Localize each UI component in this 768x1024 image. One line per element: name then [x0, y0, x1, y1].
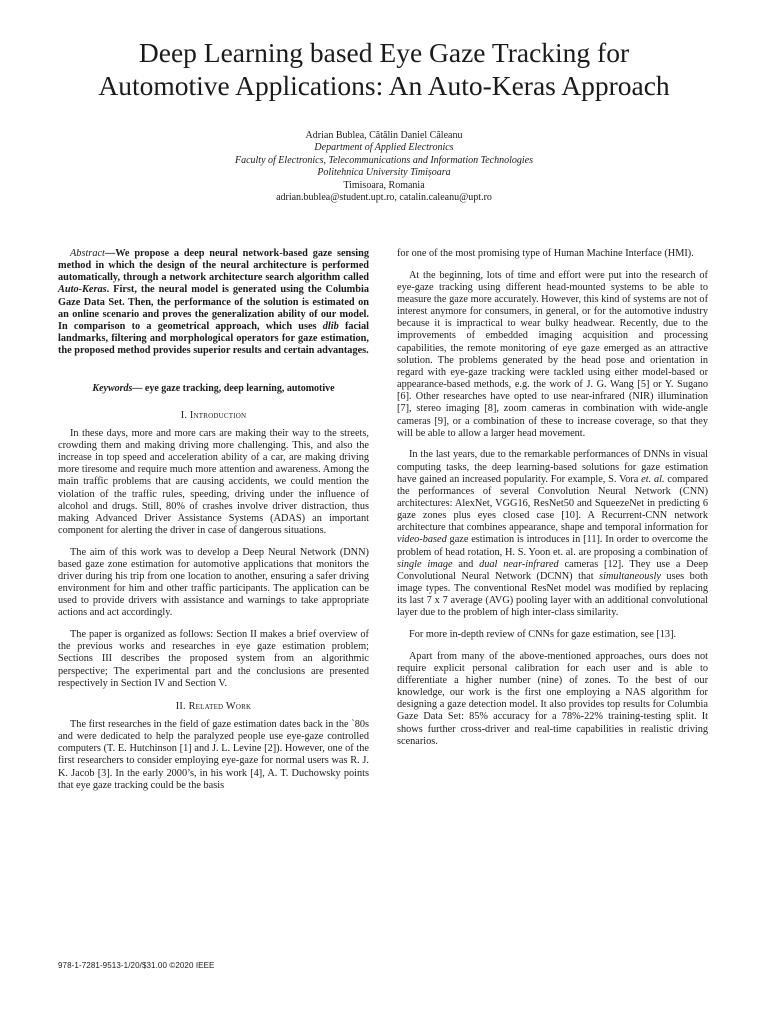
- p2-text-e: cameras [12]. They use a Deep Convolutional Neural Network (DCNN) that: [397, 558, 708, 582]
- p2-video-based: video-based: [397, 534, 447, 546]
- abstract-part-3: facial landmarks, filtering and morphological operators for gaze estimation, the proposed method provides superior results and certain advantages.: [58, 320, 369, 357]
- p2-dual-nir: dual near-infrared: [479, 558, 559, 570]
- p2-text-b: compared the performances of several Convolution Neural Network (CNN) architectures: AlexNet, VGG16, ResNet50 and SqueezeNet in predicting 6 gaze zones plus eyes closed case [10]. A Recurrent-CNN network architecture that combines appearance, shape and temporal information for: [397, 473, 708, 534]
- abstract-part-1: We propose a deep neural network-based gaze sensing method in which the design of the neural architecture is performed automatically, through a network architecture search algorithm called: [58, 248, 369, 284]
- section-heading-related-work: II. Related Work: [175, 700, 252, 712]
- keywords: [58, 383, 369, 395]
- intro-paragraph-3: The paper is organized as follows: Section II makes a brief overview of the previous works and researches in eye gaze estimation problem; Sections III describes the proposed system from an algorithmic perspective; The experimental part and the conclusions are presented respectively in Section IV and Section V.: [58, 629, 369, 689]
- author-names: Adrian Bublea, Cătălin Daniel Căleanu: [305, 130, 463, 141]
- right-paragraph-3: For more in-depth review of CNNs for gaze estimation, see [13].: [409, 629, 677, 641]
- related-paragraph-1: The first researches in the field of gaze estimation dates back in the `80s and were dedicated to help the paralyzed people use eye-gaze controlled computers (T. E. Hutchinson [1] and J. L. Levine [2]). However, one of the first researchers to consider employing eye-gaze for normal users was R. J. K. Jacob [3]. In the early 2000’s, in his work [4], A. T. Duchowsky points that eye gaze tracking could be the basis: [58, 719, 369, 791]
- p2-simultaneously: simultaneously: [599, 570, 661, 582]
- intro-paragraph-2: The aim of this work was to develop a Deep Neural Network (DNN) based gaze zone estimation for automotive applications that monitors the driver during his trip from one location to another, ensuring a safer driving environment for him and other traffic participants. The application can be used to provide drivers with assistance and warnings to take appropriate actions and act accordingly.: [58, 546, 369, 619]
- abstract-autokeras: Auto-Keras: [58, 284, 107, 296]
- author-emails: adrian.bublea@student.upt.ro, catalin.caleanu@upt.ro: [276, 192, 492, 204]
- right-paragraph-1: At the beginning, lots of time and effort were put into the research of eye-gaze tracking using different head-mounted systems to be able to measure the gaze more accurately. However, this kind of systems are not of interest anymore for consumers, in general, or for the automotive industry because it is impractical to wear bulky headwear. Recently, due to the improvements of embedded imaging acquisition and processing capabilities, the remote monitoring of eye gaze emerged as an attractive solution. The problems generated by the head pose and orientation in regard with eye-gaze tracking were tackled using either model-based or appearance-based methods, e.g. the work of J. G. Wang [5] or Y. Sugano [6]. Other researches have opted to use near-infrared (NIR) illumination [7], stereo imaging [8], zoom cameras in combination with wide-angle cameras [9], or a combination of these to increase coverage, so that they will be able to allow a larger head movement.: [397, 269, 708, 439]
- title-line-1: Deep Learning based Eye Gaze Tracking for: [138, 37, 630, 68]
- left-column: [58, 248, 369, 801]
- p2-single-image: single image: [397, 558, 453, 570]
- title-line-2: Automotive Applications: An Auto-Keras Approach: [98, 70, 670, 101]
- keywords-text: — eye gaze tracking, deep learning, automotive: [132, 383, 335, 395]
- abstract-dlib: dlib: [322, 320, 339, 332]
- abstract-part-2: . First, the neural model is generated using the Columbia Gaze Data Set. Then, the performance of the solution is estimated on an online scenario and proves the generalization ability of our model. In comparison to a geometrical approach, which uses: [58, 284, 369, 332]
- abstract-lead: Abstract: [70, 248, 105, 259]
- section-heading-introduction: I. Introduction: [180, 409, 247, 421]
- p2-etal: et. al.: [641, 473, 665, 485]
- paper-title: [40, 36, 728, 102]
- right-column: [397, 248, 708, 757]
- right-paragraph-4: Apart from many of the above-mentioned approaches, ours does not require explicit personal calibration for each user and is able to differentiate a higher number (nine) of zones. To the best of our knowledge, our work is the first one employing a NAS algorithm for designing a gaze detection model. It also provides top results for Columbia Gaze Data Set: 85% accuracy for a 78%-22% training-testing split. It shows further cross-driver and real-time capabilities in realistic driving scenarios.: [397, 650, 708, 747]
- author-university: Politehnica University Timișoara: [317, 167, 451, 179]
- author-city: Timisoara, Romania: [343, 179, 425, 191]
- p2-text-f: uses both image types. The conventional ResNet model was modified by replacing its last 7 x 7 average (AVG) pooling layer with an additional convolutional layer due to the problem of high inter-class similarity.: [397, 570, 708, 619]
- p2-text-d: and: [452, 558, 480, 570]
- right-paragraph-2: [397, 449, 708, 619]
- abstract: [58, 248, 369, 357]
- right-paragraph-0: for one of the most promising type of Human Machine Interface (HMI).: [397, 248, 694, 259]
- p2-text-c: gaze estimation is introduces in [11]. In order to overcome the problem of head rotation, H. S. Yoon et. al. are proposing a combination of: [397, 534, 708, 558]
- author-faculty: Faculty of Electronics, Telecommunications and Information Technologies: [234, 154, 534, 166]
- author-block: [100, 130, 668, 204]
- author-department: Department of Applied Electronics: [314, 142, 454, 154]
- keywords-lead: Keywords: [92, 383, 133, 395]
- abstract-dash: —: [104, 248, 116, 259]
- p2-text-a: In the last years, due to the remarkable performances of DNNs in visual computing tasks, the deep learning-based solutions for gaze estimation have gained an increased popularity. For example, S. Vora: [397, 449, 708, 485]
- copyright-footer: 978-1-7281-9513-1/20/$31.00 ©2020 IEEE: [58, 961, 215, 970]
- intro-paragraph-1: In these days, more and more cars are making their way to the streets, crowding them and making driving more challenging. This, and also the increase in top speed and acceleration ability of a car, are making driving more tiresome and require much more attention and awareness. Among the main traffic problems that are causing accidents, we could mention the violation of the traffic rules, speeding, driving under the influence of alcohol and drugs. Still, 80% of crashes involve driver distraction, thus making Advanced Driver Assistance Systems (ADAS) an important component for alerting the driver in case of dangerous situations.: [58, 427, 369, 536]
